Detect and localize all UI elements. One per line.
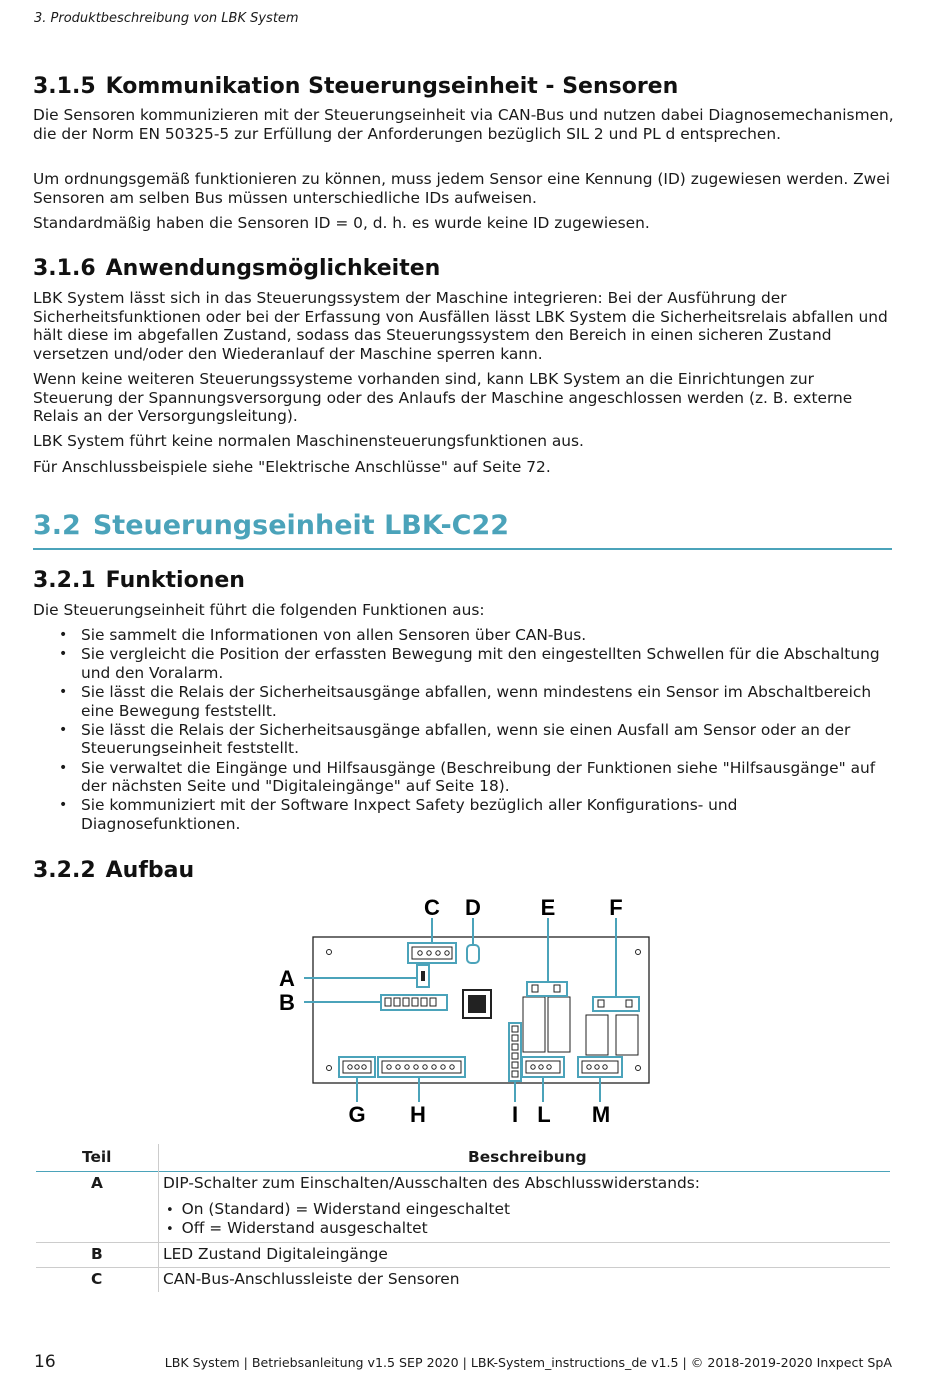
diagram-label-e: E <box>540 895 556 920</box>
paragraph: Die Steuerungseinheit führt die folgenden Funktionen aus: <box>33 601 485 619</box>
page-number: 16 <box>34 1352 56 1372</box>
list-item: • Sie lässt die Relais der Sicherheitsausgänge abfallen, wenn mindestens ein Sensor im Abschaltbereich eine Bewegung feststellt. <box>33 683 898 720</box>
column-divider <box>158 1144 159 1292</box>
diagram-label-f: F <box>609 895 623 920</box>
list-item: • Sie verwaltet die Eingänge und Hilfsausgänge (Beschreibung der Funktionen siehe "Hilfsausgänge" auf der nächsten Seite und "Digitaleingänge" auf Seite 18). <box>33 759 898 796</box>
section-rule <box>33 548 892 550</box>
table-header-part: Teil <box>82 1148 112 1166</box>
control-unit-diagram <box>270 890 670 1130</box>
heading-3-2: 3.2 Steuerungseinheit LBK-C22 <box>33 510 510 541</box>
diagram-label-c: C <box>424 895 440 920</box>
diagram-label-b: B <box>279 990 295 1015</box>
paragraph: LBK System führt keine normalen Maschinensteuerungsfunktionen aus. <box>33 432 584 450</box>
heading-3-1-6: 3.1.6 Anwendungsmöglichkeiten <box>33 256 441 281</box>
paragraph: Die Sensoren kommunizieren mit der Steuerungseinheit via CAN-Bus und nutzen dabei Diagnosemechanismen, die der Norm EN 50325-5 zur Erfüllung der Anforderungen bezüglich SIL 2 und PL d entsprechen. <box>33 106 894 143</box>
diagram-label-i: I <box>511 1102 519 1127</box>
row-divider <box>36 1267 890 1268</box>
paragraph: Standardmäßig haben die Sensoren ID = 0, d. h. es wurde keine ID zugewiesen. <box>33 214 650 232</box>
table-cell-part: A <box>91 1174 103 1192</box>
diagram-label-g: G <box>348 1102 366 1127</box>
table-cell-part: B <box>91 1245 103 1263</box>
heading-3-2-2: 3.2.2 Aufbau <box>33 858 195 883</box>
paragraph: Um ordnungsgemäß funktionieren zu können, muss jedem Sensor eine Kennung (ID) zugewiesen werden. Zwei Sensoren am selben Bus müssen unterschiedliche IDs aufweisen. <box>33 170 891 207</box>
table-cell-description: LED Zustand Digitaleingänge <box>163 1245 388 1263</box>
paragraph: Für Anschlussbeispiele siehe "Elektrische Anschlüsse" auf Seite 72. <box>33 458 551 476</box>
diagram-label-a: A <box>279 966 295 991</box>
diagram-label-m: M <box>591 1102 611 1127</box>
row-divider <box>36 1242 890 1243</box>
list-item: • Sie sammelt die Informationen von allen Sensoren über CAN-Bus. <box>33 626 898 645</box>
footer-text: LBK System | Betriebsanleitung v1.5 SEP 2020 | LBK-System_instructions_de v1.5 | © 2018-2019-2020 Inxpect SpA <box>164 1355 892 1370</box>
paragraph: LBK System lässt sich in das Steuerungssystem der Maschine integrieren: Bei der Ausführung der Sicherheitsfunktionen oder bei der Erfassung von Ausfällen lässt LBK System die Sicherheitsrelais abfallen und hält diese im abgefallen Zustand, sodass das Steuerungssystem den Bereich in einen sicheren Zustand versetzen und/oder den Wiederanlauf der Maschine sperren kann. <box>33 289 888 363</box>
list-item: • Sie lässt die Relais der Sicherheitsausgänge abfallen, wenn sie einen Ausfall am Sensor oder an der Steuerungseinheit feststellt. <box>33 721 898 758</box>
table-sub-item: • Off = Widerstand ausgeschaltet <box>166 1219 428 1237</box>
paragraph: Wenn keine weiteren Steuerungssysteme vorhanden sind, kann LBK System an die Einrichtungen zur Steuerung der Spannungsversorgung oder des Anlaufs der Maschine angeschlossen werden (z. B. externe Relais an der Versorgungsleitung). <box>33 370 853 426</box>
list-item: • Sie kommuniziert mit der Software Inxpect Safety bezüglich aller Konfigurations- und Diagnosefunktionen. <box>33 796 898 833</box>
heading-3-1-5: 3.1.5 Kommunikation Steuerungseinheit - Sensoren <box>33 74 679 99</box>
table-header-description: Beschreibung <box>468 1148 587 1166</box>
list-item: • Sie vergleicht die Position der erfassten Bewegung mit den eingestellten Schwellen für die Abschaltung und den Voralarm. <box>33 645 898 682</box>
diagram-label-l: L <box>537 1102 551 1127</box>
diagram-label-d: D <box>465 895 481 920</box>
function-list <box>33 626 898 834</box>
heading-3-2-1: 3.2.1 Funktionen <box>33 568 245 593</box>
table-sub-item: • On (Standard) = Widerstand eingeschaltet <box>166 1200 510 1218</box>
table-cell-description: CAN-Bus-Anschlussleiste der Sensoren <box>163 1270 460 1288</box>
table-cell-part: C <box>91 1270 103 1288</box>
diagram-label-h: H <box>410 1102 426 1127</box>
table-header <box>36 1144 890 1172</box>
table-cell-description: DIP-Schalter zum Einschalten/Ausschalten des Abschlusswiderstands: <box>163 1174 700 1192</box>
running-header: 3. Produktbeschreibung von LBK System <box>34 11 299 26</box>
